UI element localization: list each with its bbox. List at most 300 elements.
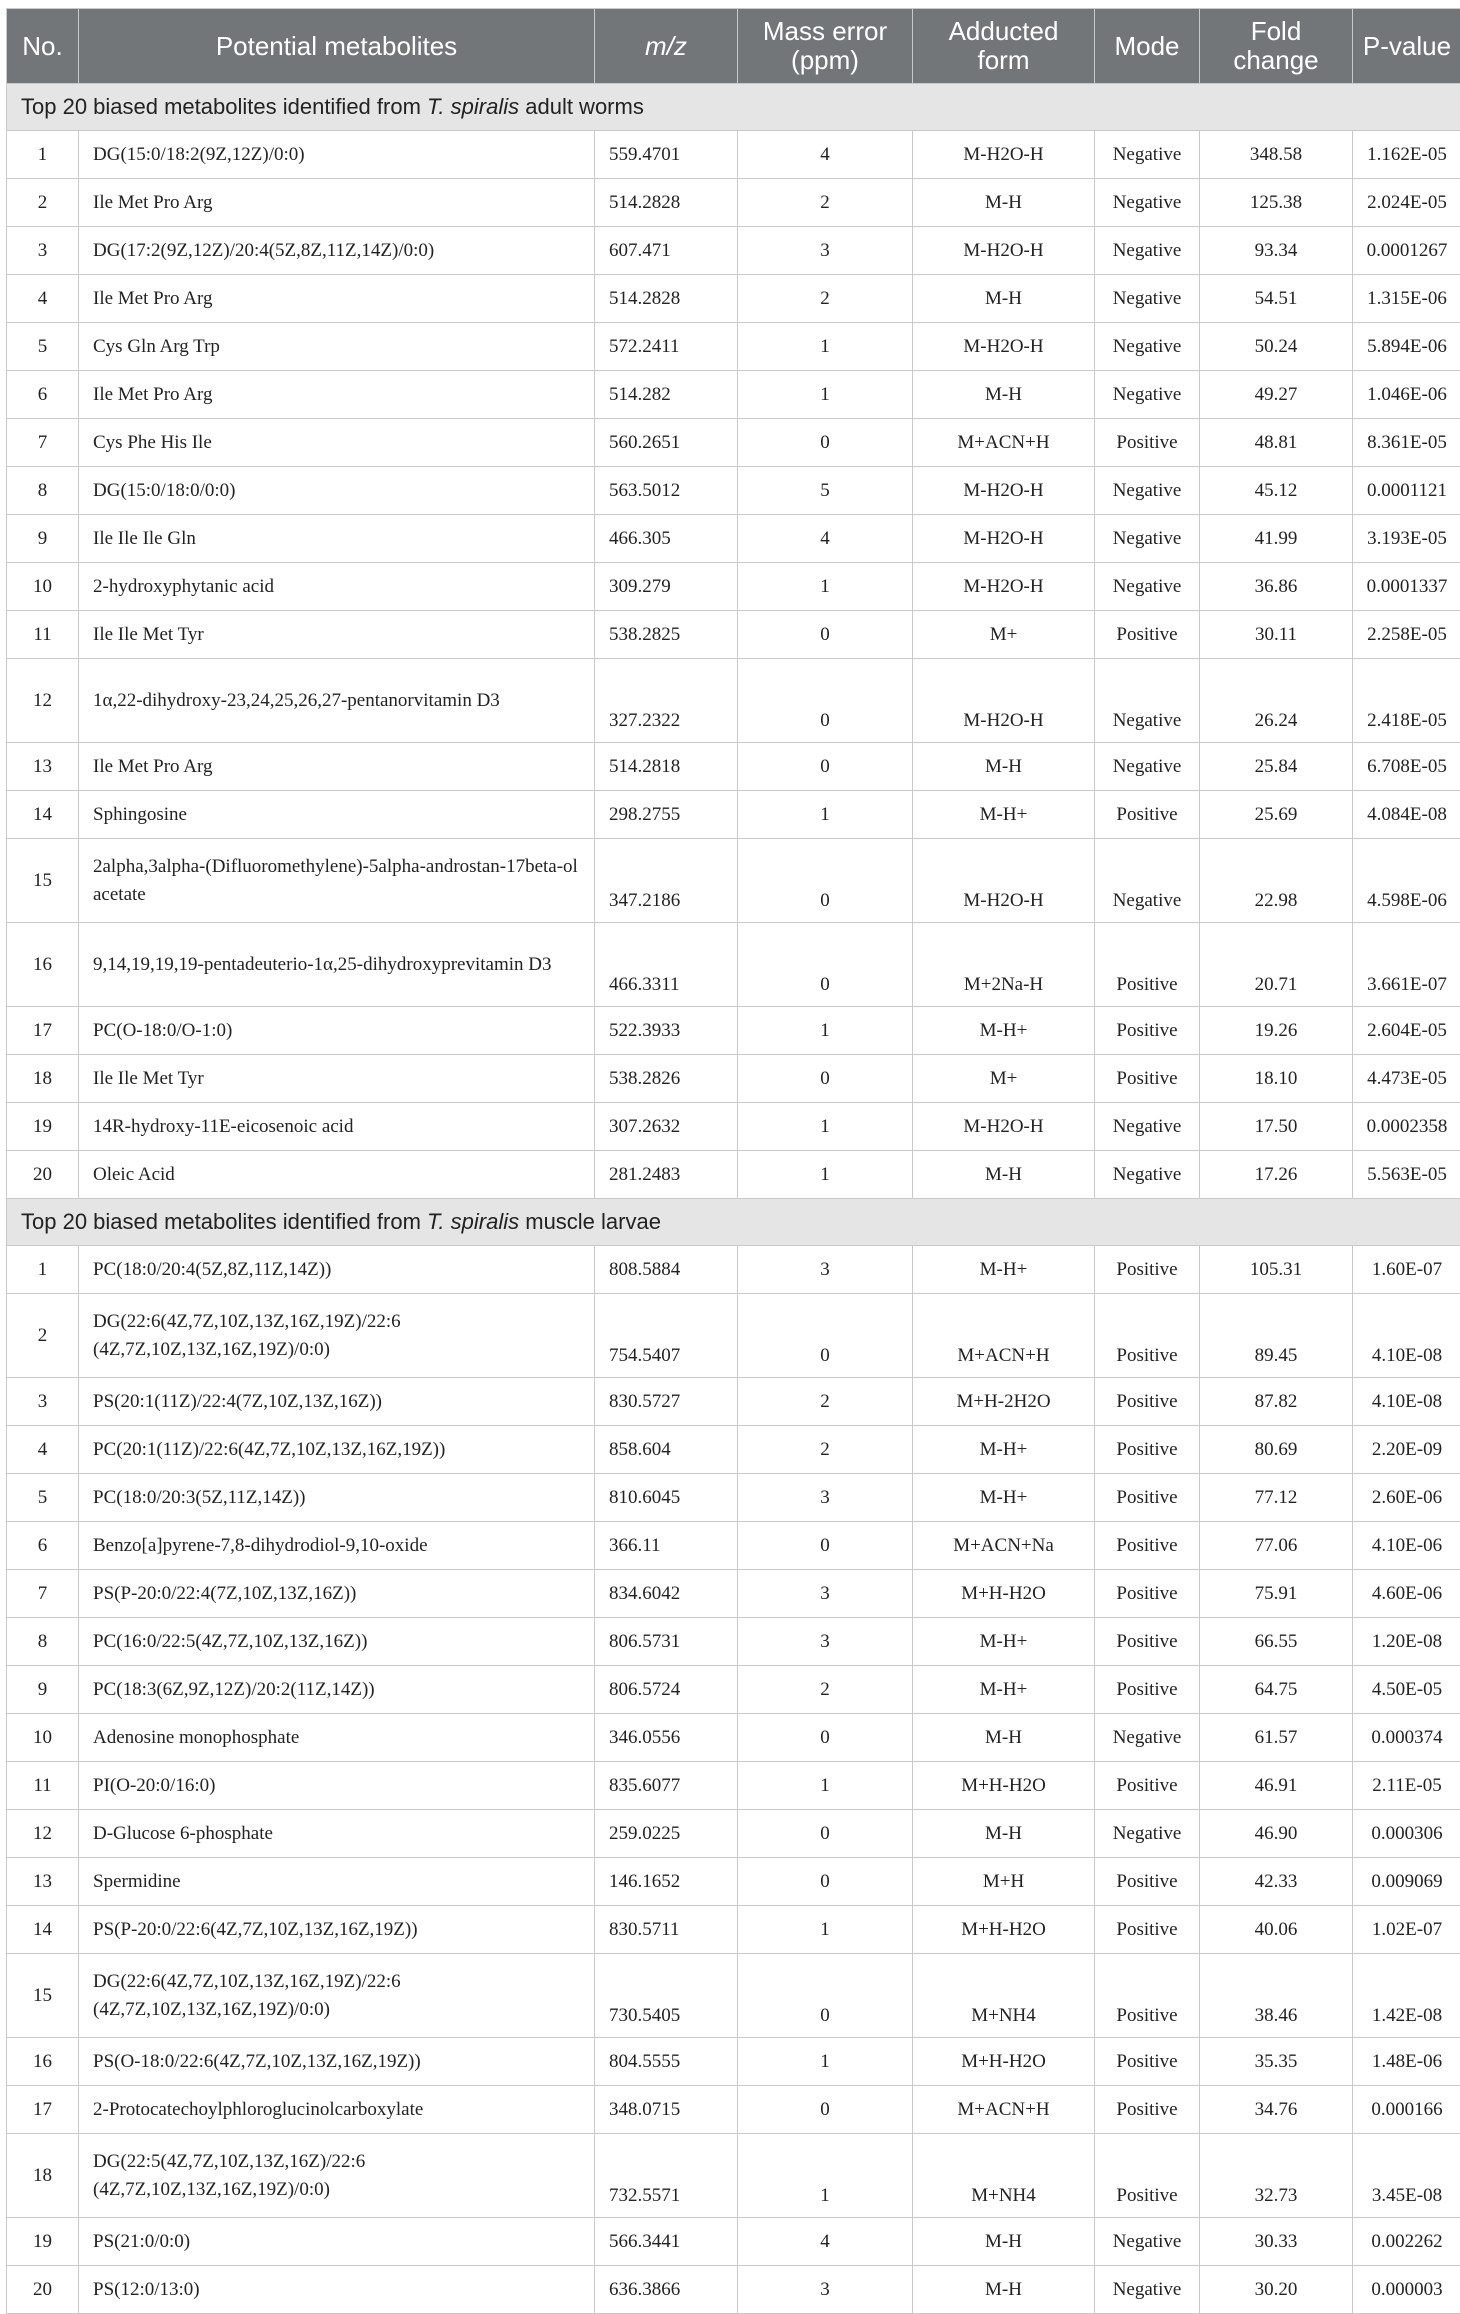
- cell-no: 17: [7, 2086, 79, 2134]
- table-body: [7, 84, 1460, 2314]
- cell-mz: 514.2828: [595, 179, 738, 227]
- cell-metabolite-name: DG(15:0/18:2(9Z,12Z)/0:0): [79, 131, 595, 179]
- cell-metabolite-name: Benzo[a]pyrene-7,8-dihydrodiol-9,10-oxide: [79, 1522, 595, 1570]
- cell-fold-change: 77.12: [1200, 1474, 1353, 1522]
- cell-mass-error: 1: [738, 1103, 913, 1151]
- cell-no: 15: [7, 839, 79, 923]
- cell-adducted-form: M-H: [913, 275, 1095, 323]
- header-mass-error: Mass error (ppm): [738, 9, 913, 84]
- cell-p-value: 1.20E-08: [1353, 1618, 1460, 1666]
- cell-mode: Negative: [1095, 371, 1200, 419]
- table-row: [7, 923, 1460, 1007]
- cell-adducted-form: M+ACN+Na: [913, 1522, 1095, 1570]
- table-row: [7, 839, 1460, 923]
- cell-metabolite-name: Ile Met Pro Arg: [79, 275, 595, 323]
- table-row: [7, 1666, 1460, 1714]
- table-row: [7, 1103, 1460, 1151]
- cell-mode: Negative: [1095, 1810, 1200, 1858]
- cell-no: 13: [7, 743, 79, 791]
- cell-fold-change: 22.98: [1200, 839, 1353, 923]
- cell-p-value: 4.60E-06: [1353, 1570, 1460, 1618]
- cell-mass-error: 3: [738, 1474, 913, 1522]
- cell-adducted-form: M-H: [913, 1714, 1095, 1762]
- cell-no: 17: [7, 1007, 79, 1055]
- cell-p-value: 3.45E-08: [1353, 2134, 1460, 2218]
- cell-fold-change: 348.58: [1200, 131, 1353, 179]
- cell-metabolite-name: DG(15:0/18:0/0:0): [79, 467, 595, 515]
- cell-metabolite-name: PS(P-20:0/22:4(7Z,10Z,13Z,16Z)): [79, 1570, 595, 1618]
- cell-adducted-form: M-H: [913, 1810, 1095, 1858]
- cell-adducted-form: M+H-2H2O: [913, 1378, 1095, 1426]
- cell-adducted-form: M+H-H2O: [913, 1570, 1095, 1618]
- cell-mass-error: 1: [738, 791, 913, 839]
- table-row: [7, 791, 1460, 839]
- section-title-prefix: Top 20 biased metabolites identified from: [21, 1209, 427, 1234]
- cell-mass-error: 3: [738, 1570, 913, 1618]
- cell-adducted-form: M-H2O-H: [913, 323, 1095, 371]
- cell-mz: 834.6042: [595, 1570, 738, 1618]
- cell-fold-change: 49.27: [1200, 371, 1353, 419]
- cell-fold-change: 19.26: [1200, 1007, 1353, 1055]
- cell-mode: Positive: [1095, 791, 1200, 839]
- cell-p-value: 0.0002358: [1353, 1103, 1460, 1151]
- cell-fold-change: 64.75: [1200, 1666, 1353, 1714]
- cell-mz: 607.471: [595, 227, 738, 275]
- cell-fold-change: 32.73: [1200, 2134, 1353, 2218]
- cell-mz: 366.11: [595, 1522, 738, 1570]
- table-row: [7, 1954, 1460, 2038]
- cell-mode: Positive: [1095, 1618, 1200, 1666]
- cell-p-value: 2.20E-09: [1353, 1426, 1460, 1474]
- cell-mz: 559.4701: [595, 131, 738, 179]
- cell-mode: Positive: [1095, 1246, 1200, 1294]
- cell-adducted-form: M-H+: [913, 1666, 1095, 1714]
- cell-p-value: 1.60E-07: [1353, 1246, 1460, 1294]
- cell-no: 4: [7, 275, 79, 323]
- cell-p-value: 1.48E-06: [1353, 2038, 1460, 2086]
- cell-mode: Negative: [1095, 839, 1200, 923]
- cell-fold-change: 61.57: [1200, 1714, 1353, 1762]
- cell-fold-change: 17.50: [1200, 1103, 1353, 1151]
- cell-mass-error: 1: [738, 1007, 913, 1055]
- table-row: [7, 1618, 1460, 1666]
- cell-p-value: 2.11E-05: [1353, 1762, 1460, 1810]
- header-adducted-form: Adducted form: [913, 9, 1095, 84]
- cell-mode: Positive: [1095, 2038, 1200, 2086]
- cell-no: 20: [7, 1151, 79, 1199]
- table-row: [7, 467, 1460, 515]
- cell-mode: Positive: [1095, 923, 1200, 1007]
- cell-mode: Negative: [1095, 563, 1200, 611]
- cell-mass-error: 0: [738, 1522, 913, 1570]
- cell-p-value: 4.10E-06: [1353, 1522, 1460, 1570]
- cell-mass-error: 0: [738, 1055, 913, 1103]
- table-row: [7, 1762, 1460, 1810]
- table-row: [7, 743, 1460, 791]
- cell-p-value: 2.604E-05: [1353, 1007, 1460, 1055]
- cell-no: 9: [7, 1666, 79, 1714]
- cell-metabolite-name: Ile Met Pro Arg: [79, 179, 595, 227]
- cell-metabolite-name: DG(22:6(4Z,7Z,10Z,13Z,16Z,19Z)/22:6 (4Z,7Z,10Z,13Z,16Z,19Z)/0:0): [79, 1954, 595, 2038]
- cell-adducted-form: M-H+: [913, 1474, 1095, 1522]
- cell-adducted-form: M+H-H2O: [913, 2038, 1095, 2086]
- cell-mass-error: 2: [738, 179, 913, 227]
- cell-mode: Negative: [1095, 1103, 1200, 1151]
- cell-mz: 804.5555: [595, 2038, 738, 2086]
- cell-metabolite-name: DG(22:5(4Z,7Z,10Z,13Z,16Z)/22:6 (4Z,7Z,10Z,13Z,16Z,19Z)/0:0): [79, 2134, 595, 2218]
- section-title-species: T. spiralis: [427, 94, 519, 119]
- cell-adducted-form: M-H2O-H: [913, 467, 1095, 515]
- cell-metabolite-name: Ile Ile Met Tyr: [79, 1055, 595, 1103]
- cell-mode: Negative: [1095, 2266, 1200, 2314]
- metabolites-table: [6, 8, 1460, 2314]
- cell-mode: Negative: [1095, 275, 1200, 323]
- table-row: [7, 1810, 1460, 1858]
- table-row: [7, 323, 1460, 371]
- cell-mz: 348.0715: [595, 2086, 738, 2134]
- cell-fold-change: 89.45: [1200, 1294, 1353, 1378]
- cell-fold-change: 25.84: [1200, 743, 1353, 791]
- header-potential-metabolites: Potential metabolites: [79, 9, 595, 84]
- table-row: [7, 131, 1460, 179]
- cell-metabolite-name: DG(17:2(9Z,12Z)/20:4(5Z,8Z,11Z,14Z)/0:0): [79, 227, 595, 275]
- cell-mz: 259.0225: [595, 1810, 738, 1858]
- table-row: [7, 419, 1460, 467]
- cell-mz: 563.5012: [595, 467, 738, 515]
- cell-no: 19: [7, 2218, 79, 2266]
- cell-adducted-form: M-H: [913, 743, 1095, 791]
- cell-mz: 307.2632: [595, 1103, 738, 1151]
- cell-p-value: 0.0001337: [1353, 563, 1460, 611]
- cell-mode: Positive: [1095, 1294, 1200, 1378]
- cell-mass-error: 0: [738, 839, 913, 923]
- table-row: [7, 227, 1460, 275]
- cell-mz: 730.5405: [595, 1954, 738, 2038]
- cell-p-value: 1.02E-07: [1353, 1906, 1460, 1954]
- cell-metabolite-name: PI(O-20:0/16:0): [79, 1762, 595, 1810]
- cell-mass-error: 1: [738, 563, 913, 611]
- table-row: [7, 659, 1460, 743]
- cell-mode: Negative: [1095, 179, 1200, 227]
- cell-p-value: 5.563E-05: [1353, 1151, 1460, 1199]
- cell-mode: Negative: [1095, 467, 1200, 515]
- cell-metabolite-name: 2alpha,3alpha-(Difluoromethylene)-5alpha-androstan-17beta-ol acetate: [79, 839, 595, 923]
- cell-p-value: 1.162E-05: [1353, 131, 1460, 179]
- cell-adducted-form: M+: [913, 611, 1095, 659]
- cell-mode: Positive: [1095, 1426, 1200, 1474]
- cell-fold-change: 75.91: [1200, 1570, 1353, 1618]
- cell-fold-change: 38.46: [1200, 1954, 1353, 2038]
- header-no: No.: [7, 9, 79, 84]
- header-mode: Mode: [1095, 9, 1200, 84]
- cell-p-value: 0.002262: [1353, 2218, 1460, 2266]
- cell-mass-error: 1: [738, 323, 913, 371]
- cell-mode: Negative: [1095, 1714, 1200, 1762]
- cell-no: 19: [7, 1103, 79, 1151]
- cell-no: 1: [7, 1246, 79, 1294]
- table-row: [7, 1522, 1460, 1570]
- cell-mode: Positive: [1095, 1007, 1200, 1055]
- cell-fold-change: 20.71: [1200, 923, 1353, 1007]
- table-row: [7, 2086, 1460, 2134]
- cell-adducted-form: M-H+: [913, 1246, 1095, 1294]
- table-row: [7, 179, 1460, 227]
- table-row: [7, 611, 1460, 659]
- table-row: [7, 2038, 1460, 2086]
- cell-mz: 514.2818: [595, 743, 738, 791]
- cell-adducted-form: M-H+: [913, 791, 1095, 839]
- cell-adducted-form: M-H2O-H: [913, 131, 1095, 179]
- cell-no: 11: [7, 611, 79, 659]
- cell-metabolite-name: Spermidine: [79, 1858, 595, 1906]
- cell-adducted-form: M-H: [913, 1151, 1095, 1199]
- cell-mz: 808.5884: [595, 1246, 738, 1294]
- cell-no: 12: [7, 659, 79, 743]
- cell-metabolite-name: PC(20:1(11Z)/22:6(4Z,7Z,10Z,13Z,16Z,19Z)): [79, 1426, 595, 1474]
- cell-mz: 806.5724: [595, 1666, 738, 1714]
- cell-adducted-form: M-H: [913, 2218, 1095, 2266]
- table-row: [7, 1294, 1460, 1378]
- cell-adducted-form: M+ACN+H: [913, 419, 1095, 467]
- cell-adducted-form: M+NH4: [913, 1954, 1095, 2038]
- cell-mode: Positive: [1095, 1762, 1200, 1810]
- cell-metabolite-name: PS(20:1(11Z)/22:4(7Z,10Z,13Z,16Z)): [79, 1378, 595, 1426]
- cell-no: 10: [7, 563, 79, 611]
- section-title-prefix: Top 20 biased metabolites identified from: [21, 94, 427, 119]
- cell-metabolite-name: DG(22:6(4Z,7Z,10Z,13Z,16Z,19Z)/22:6 (4Z,7Z,10Z,13Z,16Z,19Z)/0:0): [79, 1294, 595, 1378]
- cell-fold-change: 46.90: [1200, 1810, 1353, 1858]
- cell-no: 8: [7, 467, 79, 515]
- cell-fold-change: 17.26: [1200, 1151, 1353, 1199]
- table-header: [7, 9, 1460, 84]
- cell-p-value: 2.60E-06: [1353, 1474, 1460, 1522]
- cell-metabolite-name: 2-Protocatechoylphloroglucinolcarboxylate: [79, 2086, 595, 2134]
- cell-mass-error: 1: [738, 1762, 913, 1810]
- cell-fold-change: 50.24: [1200, 323, 1353, 371]
- cell-mz: 810.6045: [595, 1474, 738, 1522]
- cell-mode: Negative: [1095, 227, 1200, 275]
- cell-mode: Positive: [1095, 1954, 1200, 2038]
- cell-p-value: 6.708E-05: [1353, 743, 1460, 791]
- cell-no: 2: [7, 1294, 79, 1378]
- table-row: [7, 1426, 1460, 1474]
- cell-p-value: 1.315E-06: [1353, 275, 1460, 323]
- cell-metabolite-name: Ile Met Pro Arg: [79, 743, 595, 791]
- cell-no: 12: [7, 1810, 79, 1858]
- cell-p-value: 0.009069: [1353, 1858, 1460, 1906]
- cell-no: 9: [7, 515, 79, 563]
- cell-mode: Positive: [1095, 2086, 1200, 2134]
- cell-fold-change: 35.35: [1200, 2038, 1353, 2086]
- cell-mode: Positive: [1095, 611, 1200, 659]
- cell-mz: 514.282: [595, 371, 738, 419]
- cell-fold-change: 41.99: [1200, 515, 1353, 563]
- cell-mz: 281.2483: [595, 1151, 738, 1199]
- cell-metabolite-name: Ile Met Pro Arg: [79, 371, 595, 419]
- cell-metabolite-name: Adenosine monophosphate: [79, 1714, 595, 1762]
- cell-mass-error: 2: [738, 275, 913, 323]
- cell-p-value: 0.0001267: [1353, 227, 1460, 275]
- cell-mz: 327.2322: [595, 659, 738, 743]
- cell-mz: 754.5407: [595, 1294, 738, 1378]
- cell-metabolite-name: PS(21:0/0:0): [79, 2218, 595, 2266]
- cell-metabolite-name: PS(12:0/13:0): [79, 2266, 595, 2314]
- table-row: [7, 1055, 1460, 1103]
- cell-mz: 514.2828: [595, 275, 738, 323]
- cell-p-value: 8.361E-05: [1353, 419, 1460, 467]
- cell-no: 5: [7, 323, 79, 371]
- cell-p-value: 3.193E-05: [1353, 515, 1460, 563]
- cell-p-value: 2.418E-05: [1353, 659, 1460, 743]
- cell-mz: 560.2651: [595, 419, 738, 467]
- cell-mass-error: 3: [738, 2266, 913, 2314]
- table-row: [7, 1246, 1460, 1294]
- cell-mz: 830.5727: [595, 1378, 738, 1426]
- cell-p-value: 4.50E-05: [1353, 1666, 1460, 1714]
- cell-metabolite-name: D-Glucose 6-phosphate: [79, 1810, 595, 1858]
- cell-p-value: 0.0001121: [1353, 467, 1460, 515]
- cell-metabolite-name: Cys Gln Arg Trp: [79, 323, 595, 371]
- cell-metabolite-name: Ile Ile Met Tyr: [79, 611, 595, 659]
- cell-mode: Positive: [1095, 1522, 1200, 1570]
- cell-p-value: 4.084E-08: [1353, 791, 1460, 839]
- cell-mass-error: 1: [738, 2134, 913, 2218]
- cell-no: 13: [7, 1858, 79, 1906]
- cell-adducted-form: M-H: [913, 2266, 1095, 2314]
- cell-no: 18: [7, 2134, 79, 2218]
- table-row: [7, 2266, 1460, 2314]
- cell-no: 7: [7, 419, 79, 467]
- cell-mass-error: 0: [738, 1810, 913, 1858]
- cell-mz: 835.6077: [595, 1762, 738, 1810]
- cell-mass-error: 0: [738, 1954, 913, 2038]
- table-row: [7, 563, 1460, 611]
- cell-no: 3: [7, 227, 79, 275]
- cell-mass-error: 2: [738, 1666, 913, 1714]
- cell-p-value: 1.046E-06: [1353, 371, 1460, 419]
- cell-fold-change: 34.76: [1200, 2086, 1353, 2134]
- cell-no: 15: [7, 1954, 79, 2038]
- cell-metabolite-name: PC(18:0/20:4(5Z,8Z,11Z,14Z)): [79, 1246, 595, 1294]
- cell-fold-change: 105.31: [1200, 1246, 1353, 1294]
- cell-no: 14: [7, 1906, 79, 1954]
- header-mz: m/z: [595, 9, 738, 84]
- cell-adducted-form: M-H2O-H: [913, 227, 1095, 275]
- cell-adducted-form: M-H2O-H: [913, 515, 1095, 563]
- cell-no: 1: [7, 131, 79, 179]
- cell-mass-error: 0: [738, 1714, 913, 1762]
- cell-metabolite-name: Oleic Acid: [79, 1151, 595, 1199]
- cell-mz: 538.2826: [595, 1055, 738, 1103]
- cell-fold-change: 93.34: [1200, 227, 1353, 275]
- cell-mass-error: 0: [738, 611, 913, 659]
- cell-fold-change: 77.06: [1200, 1522, 1353, 1570]
- cell-no: 14: [7, 791, 79, 839]
- cell-mode: Negative: [1095, 2218, 1200, 2266]
- cell-p-value: 2.258E-05: [1353, 611, 1460, 659]
- cell-adducted-form: M+ACN+H: [913, 2086, 1095, 2134]
- cell-mass-error: 1: [738, 371, 913, 419]
- cell-mass-error: 1: [738, 1906, 913, 1954]
- cell-metabolite-name: 2-hydroxyphytanic acid: [79, 563, 595, 611]
- cell-no: 16: [7, 2038, 79, 2086]
- table-row: [7, 1378, 1460, 1426]
- cell-mass-error: 2: [738, 1426, 913, 1474]
- cell-fold-change: 66.55: [1200, 1618, 1353, 1666]
- cell-metabolite-name: PC(18:0/20:3(5Z,11Z,14Z)): [79, 1474, 595, 1522]
- cell-mode: Negative: [1095, 659, 1200, 743]
- cell-metabolite-name: PS(O-18:0/22:6(4Z,7Z,10Z,13Z,16Z,19Z)): [79, 2038, 595, 2086]
- section-header: [7, 84, 1460, 131]
- cell-no: 5: [7, 1474, 79, 1522]
- section-title: [7, 1199, 1460, 1246]
- table-row: [7, 1858, 1460, 1906]
- cell-adducted-form: M-H: [913, 179, 1095, 227]
- table-row: [7, 1906, 1460, 1954]
- cell-mass-error: 1: [738, 1151, 913, 1199]
- cell-mode: Negative: [1095, 131, 1200, 179]
- cell-mode: Negative: [1095, 515, 1200, 563]
- cell-adducted-form: M+2Na-H: [913, 923, 1095, 1007]
- cell-metabolite-name: PC(O-18:0/O-1:0): [79, 1007, 595, 1055]
- cell-no: 11: [7, 1762, 79, 1810]
- cell-adducted-form: M-H+: [913, 1618, 1095, 1666]
- cell-adducted-form: M-H2O-H: [913, 1103, 1095, 1151]
- cell-p-value: 4.10E-08: [1353, 1294, 1460, 1378]
- cell-mz: 572.2411: [595, 323, 738, 371]
- cell-p-value: 3.661E-07: [1353, 923, 1460, 1007]
- cell-metabolite-name: PC(18:3(6Z,9Z,12Z)/20:2(11Z,14Z)): [79, 1666, 595, 1714]
- cell-no: 18: [7, 1055, 79, 1103]
- cell-fold-change: 40.06: [1200, 1906, 1353, 1954]
- cell-mode: Positive: [1095, 2134, 1200, 2218]
- cell-metabolite-name: 1α,22-dihydroxy-23,24,25,26,27-pentanorvitamin D3: [79, 659, 595, 743]
- cell-mass-error: 0: [738, 1858, 913, 1906]
- cell-no: 20: [7, 2266, 79, 2314]
- cell-mass-error: 4: [738, 131, 913, 179]
- cell-mz: 309.279: [595, 563, 738, 611]
- cell-fold-change: 48.81: [1200, 419, 1353, 467]
- cell-adducted-form: M-H+: [913, 1007, 1095, 1055]
- cell-p-value: 0.000003: [1353, 2266, 1460, 2314]
- cell-p-value: 5.894E-06: [1353, 323, 1460, 371]
- cell-adducted-form: M+NH4: [913, 2134, 1095, 2218]
- cell-fold-change: 125.38: [1200, 179, 1353, 227]
- table-row: [7, 1007, 1460, 1055]
- cell-mode: Positive: [1095, 1474, 1200, 1522]
- table-row: [7, 371, 1460, 419]
- cell-no: 6: [7, 371, 79, 419]
- cell-fold-change: 87.82: [1200, 1378, 1353, 1426]
- section-title-species: T. spiralis: [427, 1209, 519, 1234]
- cell-no: 4: [7, 1426, 79, 1474]
- cell-fold-change: 42.33: [1200, 1858, 1353, 1906]
- cell-mz: 146.1652: [595, 1858, 738, 1906]
- cell-fold-change: 30.20: [1200, 2266, 1353, 2314]
- cell-p-value: 4.598E-06: [1353, 839, 1460, 923]
- cell-mass-error: 4: [738, 2218, 913, 2266]
- cell-mass-error: 0: [738, 1294, 913, 1378]
- header-row: [7, 9, 1460, 84]
- cell-metabolite-name: Sphingosine: [79, 791, 595, 839]
- cell-mass-error: 0: [738, 419, 913, 467]
- cell-metabolite-name: 14R-hydroxy-11E-eicosenoic acid: [79, 1103, 595, 1151]
- cell-p-value: 0.000374: [1353, 1714, 1460, 1762]
- cell-metabolite-name: 9,14,19,19,19-pentadeuterio-1α,25-dihydroxyprevitamin D3: [79, 923, 595, 1007]
- table-row: [7, 1570, 1460, 1618]
- cell-adducted-form: M+: [913, 1055, 1095, 1103]
- table-row: [7, 2134, 1460, 2218]
